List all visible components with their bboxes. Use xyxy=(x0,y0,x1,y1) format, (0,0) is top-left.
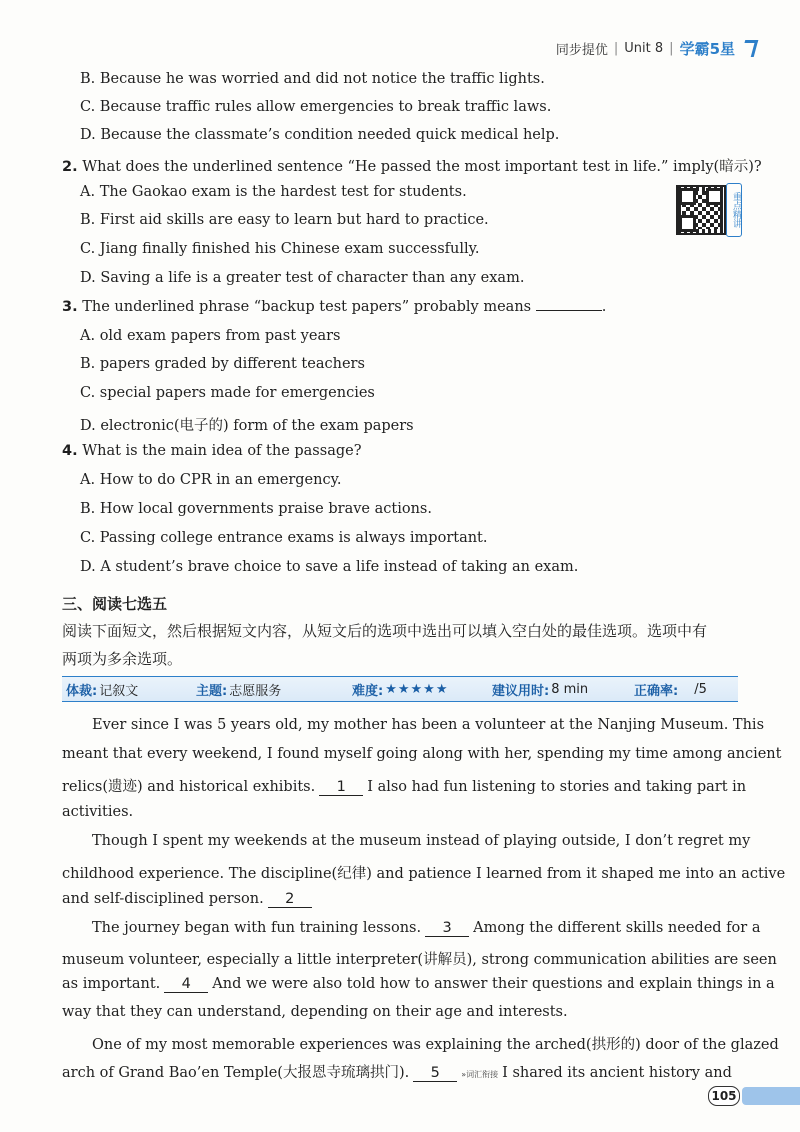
passage-line: activities. xyxy=(62,804,134,820)
page-header xyxy=(556,38,756,59)
q4-option-c: C. Passing college entrance exams is always important. xyxy=(80,530,488,546)
key-explanation-tag[interactable]: 重点精讲 xyxy=(726,183,742,237)
header-separator: | xyxy=(613,41,619,56)
accuracy-label: 正确率: xyxy=(634,683,679,699)
difficulty-stars-icon: ★★★★★ xyxy=(385,681,449,697)
q4-option-a: A. How to do CPR in an emergency. xyxy=(80,472,342,488)
passage-line: Ever since I was 5 years old, my mother has been a volunteer at the Nanjing Museum. This xyxy=(92,717,765,733)
time-label: 建议用时: xyxy=(492,683,550,699)
passage-text: And we were also told how to answer their questions and explain things in a xyxy=(212,976,775,992)
header-section: 同步提优 xyxy=(555,43,608,58)
passage-line xyxy=(62,976,775,993)
q1-option-d: D. Because the classmate’s condition needed quick medical help. xyxy=(80,127,560,143)
blank-1[interactable]: 1 xyxy=(319,779,363,796)
answer-blank[interactable] xyxy=(536,298,602,311)
section-instruction-line-1: 阅读下面短文，然后根据短文内容，从短文后的选项中选出可以填入空白处的最佳选项。选项中有 xyxy=(62,622,708,640)
time-field xyxy=(492,680,588,699)
passage-line xyxy=(62,1061,732,1082)
question-number: 2. xyxy=(62,159,78,175)
passage-text: and self-disciplined person. xyxy=(62,891,264,907)
question-4 xyxy=(62,443,361,459)
qr-code-icon[interactable] xyxy=(676,185,726,235)
difficulty-field xyxy=(352,680,448,699)
time-value: 8 min xyxy=(551,681,589,697)
question-end: . xyxy=(601,299,607,315)
question-text: The underlined phrase “backup test papers” probably means xyxy=(82,299,532,315)
topic-value: 志愿服务 xyxy=(229,683,282,699)
page-number: 105 xyxy=(708,1086,740,1106)
passage-line: way that they can understand, depending on their age and interests. xyxy=(62,1004,568,1020)
genre-label: 体裁: xyxy=(66,683,98,699)
brand-logo: 学霸5星 xyxy=(679,40,735,58)
question-3 xyxy=(62,298,606,315)
passage-text: as important. xyxy=(62,976,161,992)
topic-label: 主题: xyxy=(196,683,228,699)
q1-option-c: C. Because traffic rules allow emergencies to break traffic laws. xyxy=(80,99,552,115)
header-unit: Unit 8 xyxy=(624,41,664,56)
passage-line: childhood experience. The discipline(纪律) and patience I learned from it shaped me into an active xyxy=(62,866,786,882)
genre-field xyxy=(66,680,138,699)
question-2 xyxy=(62,155,762,176)
question-text: What does the underlined sentence “He passed the most important test in life.” imply(暗示)? xyxy=(82,159,762,175)
accuracy-field xyxy=(634,680,707,699)
topic-field xyxy=(196,680,281,699)
page-edge-tab xyxy=(742,1087,800,1105)
brand-mark-icon xyxy=(741,40,759,57)
passage-line: One of my most memorable experiences was explaining the arched(拱形的) door of the glazed xyxy=(92,1037,779,1053)
passage-text: I shared its ancient history and xyxy=(502,1065,732,1081)
q3-option-b: B. papers graded by different teachers xyxy=(80,356,365,372)
q2-option-c: C. Jiang finally finished his Chinese exam successfully. xyxy=(80,241,480,257)
blank-2[interactable]: 2 xyxy=(268,891,312,908)
accuracy-value: /5 xyxy=(694,681,707,697)
question-number: 3. xyxy=(62,299,78,315)
q4-option-b: B. How local governments praise brave actions. xyxy=(80,501,432,517)
blank-3[interactable]: 3 xyxy=(425,920,469,937)
q3-option-a: A. old exam papers from past years xyxy=(80,328,341,344)
passage-text: arch of Grand Bao’en Temple(大报恩寺琉璃拱门). xyxy=(62,1065,410,1081)
blank-5[interactable]: 5 xyxy=(413,1065,457,1082)
q2-option-d: D. Saving a life is a greater test of character than any exam. xyxy=(80,270,525,286)
difficulty-label: 难度: xyxy=(352,683,384,699)
q2-option-a: A. The Gaokao exam is the hardest test for students. xyxy=(80,184,467,200)
section-instruction-line-2: 两项为多余选项。 xyxy=(62,650,183,668)
q1-option-b: B. Because he was worried and did not notice the traffic lights. xyxy=(80,71,545,87)
q3-option-c: C. special papers made for emergencies xyxy=(80,385,375,401)
passage-line: museum volunteer, especially a little interpreter(讲解员), strong communication abilities are seen xyxy=(62,952,777,968)
question-text: What is the main idea of the passage? xyxy=(82,443,362,459)
header-separator-2: | xyxy=(669,41,674,56)
q2-option-b: B. First aid skills are easy to learn but hard to practice. xyxy=(80,212,489,228)
passage-text: I also had fun listening to stories and taking part in xyxy=(367,779,747,795)
passage-text: relics(遗迹) and historical exhibits. xyxy=(62,779,316,795)
section-title: 三、阅读七选五 xyxy=(62,595,168,613)
q3-option-d: D. electronic(电子的) form of the exam papers xyxy=(80,418,414,434)
blank-4[interactable]: 4 xyxy=(164,976,208,993)
passage-text: The journey began with fun training lessons. xyxy=(92,920,422,936)
exercise-info-bar xyxy=(62,676,738,702)
q4-option-d: D. A student’s brave choice to save a life instead of taking an exam. xyxy=(80,559,579,575)
passage-line xyxy=(92,920,760,937)
question-number: 4. xyxy=(62,443,78,459)
vocab-link-hint[interactable]: »词汇衔接 xyxy=(461,1070,499,1079)
passage-line xyxy=(62,891,316,908)
passage-line xyxy=(62,775,746,796)
passage-line: Though I spent my weekends at the museum instead of playing outside, I don’t regret my xyxy=(92,833,751,849)
passage-line: meant that every weekend, I found myself going along with her, spending my time among ancient xyxy=(62,746,782,762)
passage-text: Among the different skills needed for a xyxy=(473,920,761,936)
genre-value: 记叙文 xyxy=(99,683,139,699)
